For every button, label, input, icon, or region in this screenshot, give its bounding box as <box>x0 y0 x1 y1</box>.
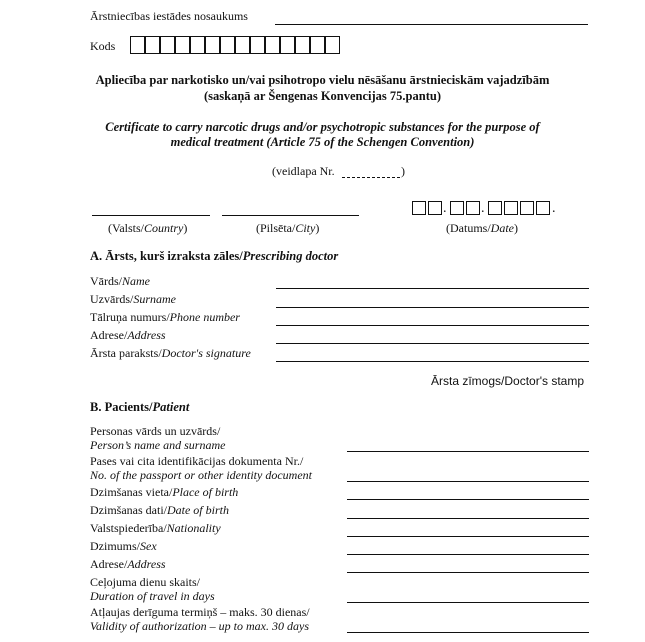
doctor-address-field[interactable] <box>276 343 589 344</box>
date-month-box[interactable] <box>466 201 480 215</box>
code-box[interactable] <box>160 36 175 54</box>
form-number-close: ) <box>401 164 405 178</box>
travel-duration-label: Ceļojuma dienu skaits/ Duration of travel in days <box>90 575 215 603</box>
date-year-box[interactable] <box>504 201 518 215</box>
date-day-box[interactable] <box>428 201 442 215</box>
code-box[interactable] <box>130 36 145 54</box>
doctor-surname-label: Uzvārds/Surname <box>90 292 176 306</box>
date-separator: . <box>481 201 485 216</box>
code-box[interactable] <box>220 36 235 54</box>
code-box[interactable] <box>265 36 280 54</box>
doctor-signature-field[interactable] <box>276 361 589 362</box>
code-box[interactable] <box>280 36 295 54</box>
institution-name-field[interactable] <box>275 24 588 25</box>
city-field[interactable] <box>222 215 359 216</box>
date-year-box[interactable] <box>536 201 550 215</box>
doctor-name-field[interactable] <box>276 288 589 289</box>
patient-name-field[interactable] <box>347 451 589 452</box>
validity-field[interactable] <box>347 632 589 633</box>
doctor-phone-label: Tālruņa numurs/Phone number <box>90 310 240 324</box>
section-b-heading: B. Pacients/Patient <box>90 400 190 414</box>
city-label: (Pilsēta/City) <box>256 221 320 235</box>
patient-birthplace-label: Dzimšanas vieta/Place of birth <box>90 485 239 499</box>
patient-passport-field[interactable] <box>347 481 589 482</box>
patient-passport-label: Pases vai cita identifikācijas dokumenta Nr./ No. of the passport or other identity document <box>90 454 312 482</box>
travel-duration-field[interactable] <box>347 602 589 603</box>
code-label: Kods <box>90 39 116 53</box>
patient-address-field[interactable] <box>347 572 589 573</box>
country-label: (Valsts/Country) <box>108 221 188 235</box>
country-field[interactable] <box>92 215 210 216</box>
doctor-stamp-label: Ārsta zīmogs/Doctor's stamp <box>431 374 584 388</box>
date-separator: . <box>552 201 556 216</box>
patient-sex-label: Dzimums/Sex <box>90 539 157 553</box>
form-number-field[interactable] <box>342 177 400 178</box>
patient-nationality-field[interactable] <box>347 536 589 537</box>
doctor-signature-label: Ārsta paraksts/Doctor's signature <box>90 346 251 360</box>
code-box[interactable] <box>250 36 265 54</box>
doctor-address-label: Adrese/Address <box>90 328 166 342</box>
section-a-heading: A. Ārsts, kurš izraksta zāles/Prescribing doctor <box>90 249 339 263</box>
date-month-box[interactable] <box>450 201 464 215</box>
title-lv-line2: (saskaņā ar Šengenas Konvencijas 75.pantu) <box>204 89 441 103</box>
patient-sex-field[interactable] <box>347 554 589 555</box>
doctor-phone-field[interactable] <box>276 325 589 326</box>
patient-address-label: Adrese/Address <box>90 557 166 571</box>
code-box[interactable] <box>175 36 190 54</box>
patient-birthdate-field[interactable] <box>347 518 589 519</box>
patient-birthdate-label: Dzimšanas dati/Date of birth <box>90 503 229 517</box>
code-box[interactable] <box>235 36 250 54</box>
date-label: (Datums/Date) <box>446 221 518 235</box>
title-lv-line1: Apliecība par narkotisko un/vai psihotropo vielu nēsāšanu ārstnieciskām vajadzībām <box>95 73 550 87</box>
patient-nationality-label: Valstspiederība/Nationality <box>90 521 221 535</box>
institution-name-label: Ārstniecības iestādes nosaukums <box>90 9 248 23</box>
code-box[interactable] <box>295 36 310 54</box>
title-en-line1: Certificate to carry narcotic drugs and/or psychotropic substances for the purpose of <box>105 120 540 134</box>
date-day-box[interactable] <box>412 201 426 215</box>
code-box[interactable] <box>145 36 160 54</box>
form-number-label: (veidlapa Nr. <box>272 164 335 178</box>
title-en-line2: medical treatment (Article 75 of the Schengen Convention) <box>170 135 475 149</box>
code-box[interactable] <box>190 36 205 54</box>
date-year-box[interactable] <box>520 201 534 215</box>
code-box[interactable] <box>325 36 340 54</box>
code-box[interactable] <box>310 36 325 54</box>
date-separator: . <box>443 201 447 216</box>
code-box[interactable] <box>205 36 220 54</box>
date-year-box[interactable] <box>488 201 502 215</box>
doctor-surname-field[interactable] <box>276 307 589 308</box>
validity-label: Atļaujas derīguma termiņš – maks. 30 dienas/ Validity of authorization – up to max. 30 days <box>90 605 310 633</box>
patient-name-label: Personas vārds un uzvārds/ Person’s name and surname <box>90 424 226 452</box>
doctor-name-label: Vārds/Name <box>90 274 150 288</box>
patient-birthplace-field[interactable] <box>347 499 589 500</box>
